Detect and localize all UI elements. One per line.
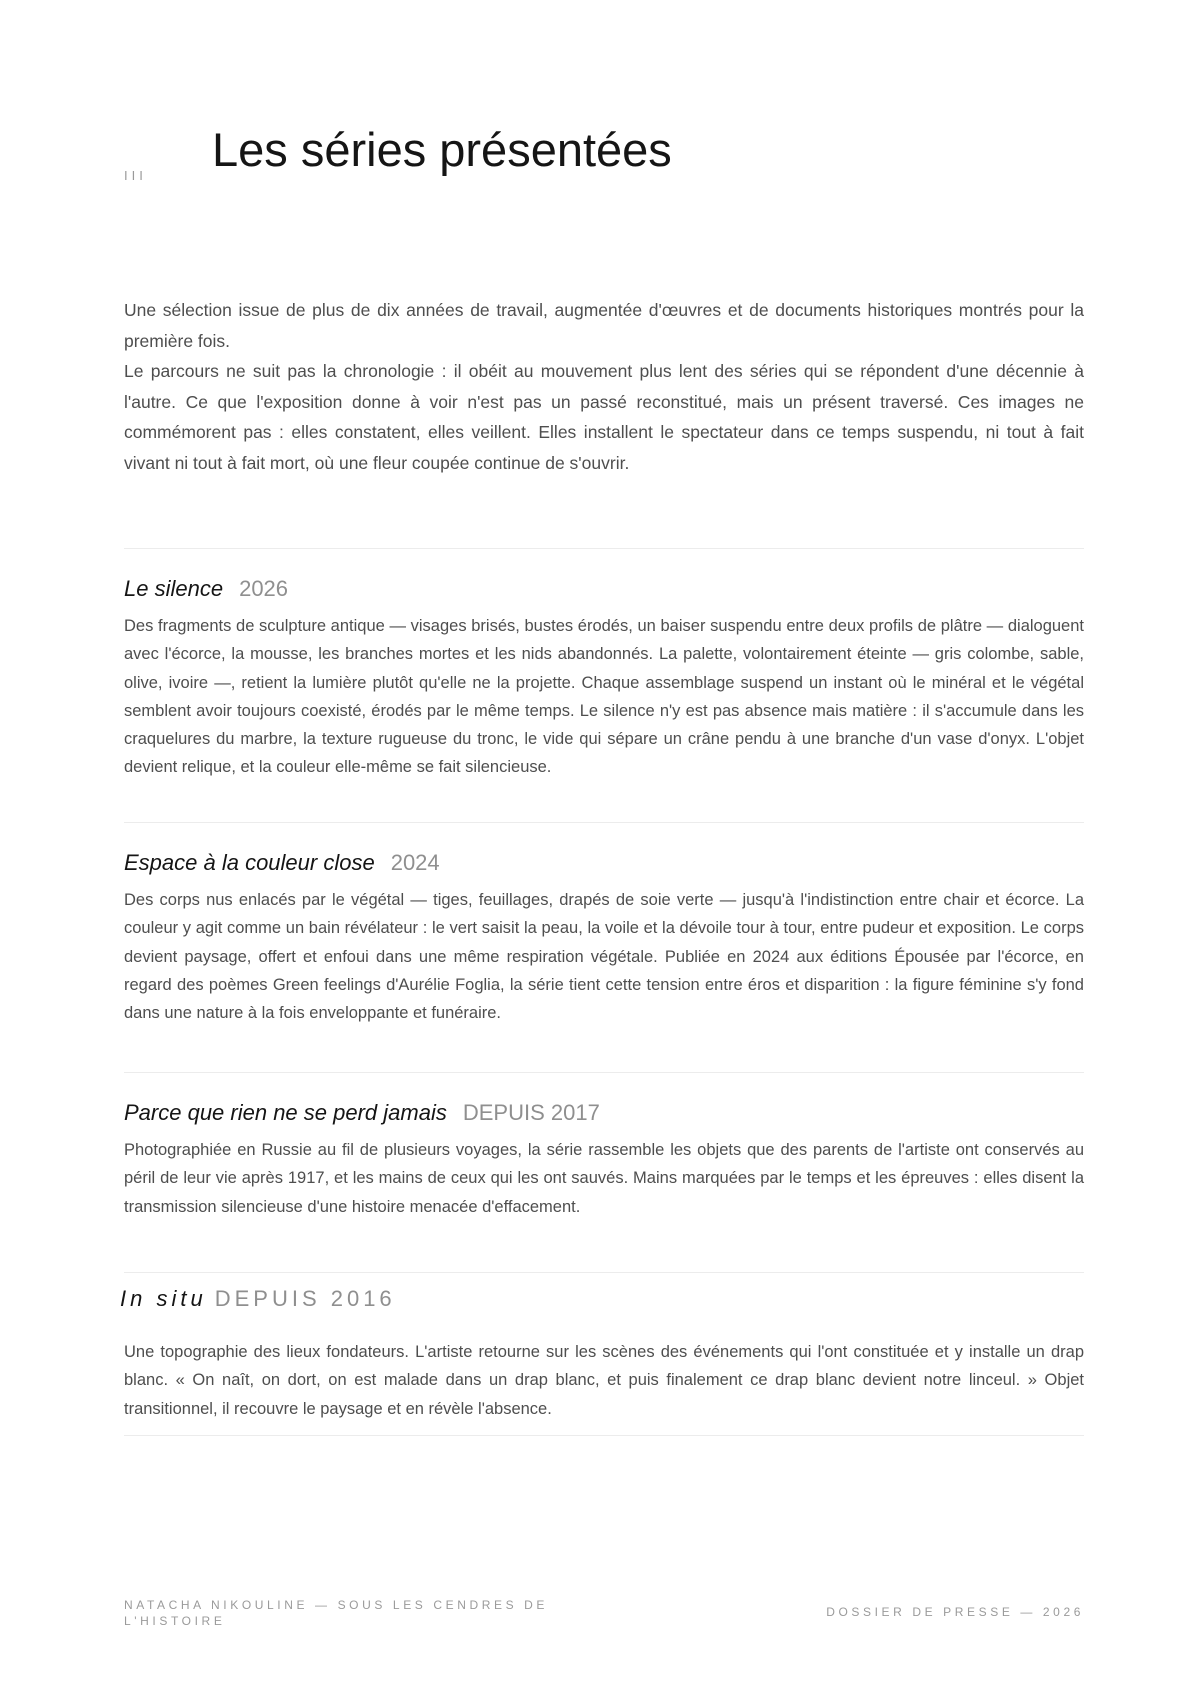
series-heading xyxy=(124,849,440,877)
footer-left: NATACHA NIKOULINE — SOUS LES CENDRES DE L'HISTOIRE xyxy=(124,1598,549,1628)
series-description: Des fragments de sculpture antique — visages brisés, bustes érodés, un baiser suspendu entre deux profils de plâtre — dialoguent avec l'écorce, la mousse, les branches mortes et les nids abandonnés. La palette, volontairement éteinte — gris colombe, sable, olive, ivoire —, retient la lumière plutôt qu'elle ne la projette. Chaque assemblage suspend un instant où le minéral et le végétal semblent avoir toujours coexisté, érodés par le même temps. Le silence n'y est pas absence mais matière : il s'accumule dans les craquelures du marbre, la texture rugueuse du tronc, le vide qui sépare un crâne pendu à une branche d'un vase d'onyx. L'objet devient relique, et la couleur elle-même se fait silencieuse. xyxy=(124,617,1084,777)
series-description: Des corps nus enlacés par le végétal — tiges, feuillages, drapés de soie verte — jusqu'à l'indistinction entre chair et écorce. La couleur y agit comme un bain révélateur : le vert saisit la peau, la voile et la dévoile tour à tour, entre pudeur et exposition. Le corps devient paysage, offert et enfoui dans une même respiration végétale. Publiée en 2024 aux éditions Épousée par l'écorce, en regard des poèmes Green feelings d'Aurélie Foglia, la série tient cette tension entre éros et disparition : la figure féminine s'y fond dans une nature à la fois enveloppante et funéraire. xyxy=(124,891,1084,1023)
footer-right: DOSSIER DE PRESSE — 2026 xyxy=(826,1605,1084,1619)
series-heading xyxy=(124,1099,600,1127)
series-year: DEPUIS 2017 xyxy=(462,1100,600,1125)
series-name: Espace à la couleur close xyxy=(124,850,375,875)
series-year: 2024 xyxy=(390,850,440,875)
intro-paragraph: Le parcours ne suit pas la chronologie : il obéit au mouvement plus lent des séries qui se répondent d'une décennie à l'autre. Ce que l'exposition donne à voir n'est pas un passé reconstitué, mais un présent traversé. Ces images ne commémorent pas : elles constatent, elles veillent. Elles installent le spectateur dans ce temps suspendu, ni tout à fait vivant ni tout à fait mort, où une fleur coupée continue de s'ouvrir. xyxy=(124,361,1084,473)
intro-paragraph: Une sélection issue de plus de dix années de travail, augmentée d'œuvres et de documents historiques montrés pour la première fois. xyxy=(124,300,1084,351)
series-description: Photographiée en Russie au fil de plusieurs voyages, la série rassemble les objets que des parents de l'artiste ont conservés au péril de leur vie après 1917, et les mains de ceux qui les ont sauvés. Mains marquées par le temps et les épreuves : elles disent la transmission silencieuse d'une histoire menacée d'effacement. xyxy=(124,1141,1084,1216)
series-year: 2026 xyxy=(239,576,289,601)
divider xyxy=(124,1435,1084,1436)
series-description: Une topographie des lieux fondateurs. L'artiste retourne sur les scènes des événements qui l'ont constituée et y installe un drap blanc. « On naît, on dort, on est malade dans un drap blanc, et puis finalement ce drap blanc devient notre linceul. » Objet transitionnel, il recouvre le paysage et en révèle l'absence. xyxy=(124,1343,1084,1418)
divider xyxy=(124,1272,1084,1273)
divider xyxy=(124,822,1084,823)
series-year: DEPUIS 2016 xyxy=(214,1286,396,1311)
series-name: In situ xyxy=(120,1286,207,1311)
divider xyxy=(124,548,1084,549)
series-name: Le silence xyxy=(124,576,224,601)
series-heading xyxy=(120,1285,396,1313)
series-heading xyxy=(124,575,288,603)
page-title: Les séries présentées xyxy=(212,123,672,176)
series-name: Parce que rien ne se perd jamais xyxy=(124,1100,447,1125)
section-number: III xyxy=(124,168,147,183)
intro xyxy=(124,295,1084,478)
divider xyxy=(124,1072,1084,1073)
